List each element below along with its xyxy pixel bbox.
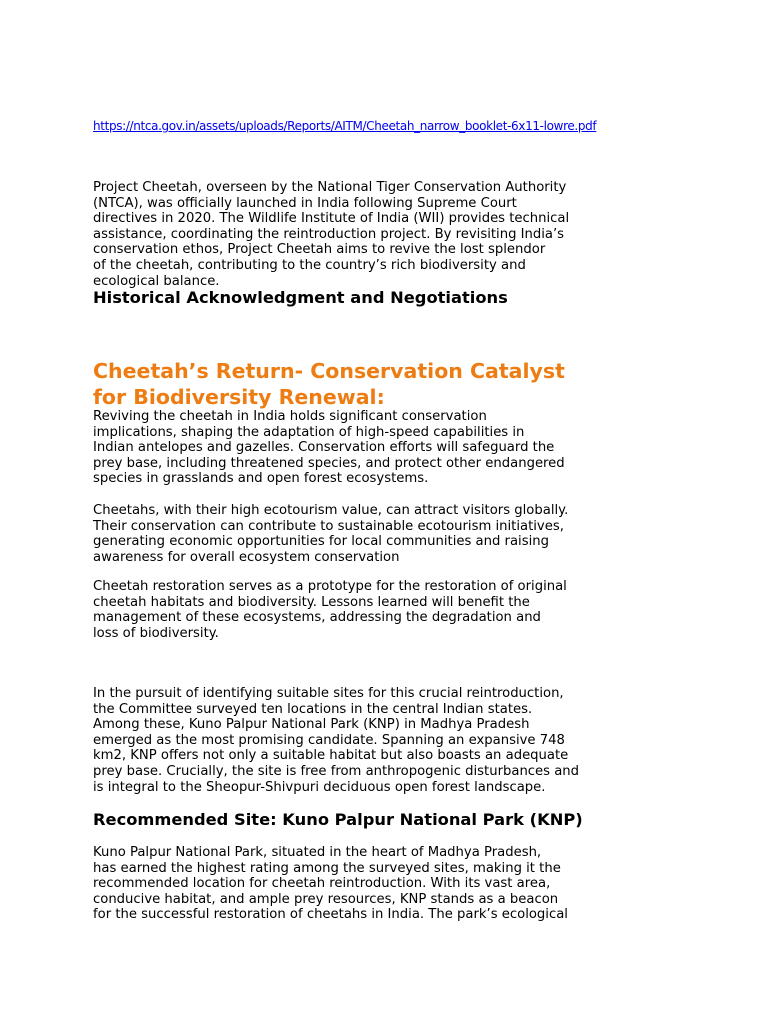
text-line: of the cheetah, contributing to the country’s rich biodiversity and: [93, 257, 526, 273]
text-line: conducive habitat, and ample prey resources, KNP stands as a beacon: [93, 891, 559, 907]
text-line: conservation ethos, Project Cheetah aims to revive the lost splendor: [93, 242, 546, 258]
text-line: for the successful restoration of cheetahs in India. The park’s ecological: [93, 907, 568, 923]
text-line: generating economic opportunities for local communities and raising: [93, 534, 549, 550]
text-line: implications, shaping the adaptation of high-speed capabilities in: [93, 424, 525, 440]
text-line: is integral to the Sheopur-Shivpuri deciduous open forest landscape.: [93, 779, 546, 795]
restoration-paragraph: [93, 579, 653, 641]
text-line: Kuno Palpur National Park, situated in the heart of Madhya Pradesh,: [93, 845, 542, 860]
heading-historical: Historical Acknowledgment and Negotiations: [93, 288, 508, 307]
text-line: Reviving the cheetah in India holds significant conservation: [93, 409, 487, 424]
heading-line: for Biodiversity Renewal:: [93, 385, 385, 409]
text-line: the Committee surveyed ten locations in the central Indian states.: [93, 701, 533, 717]
text-line: prey base. Crucially, the site is free from anthropogenic disturbances and: [93, 763, 580, 779]
text-line: cheetah habitats and biodiversity. Lessons learned will benefit the: [93, 594, 530, 610]
text-line: In the pursuit of identifying suitable sites for this crucial reintroduction,: [93, 686, 564, 701]
ecotourism-paragraph: [93, 503, 653, 565]
intro-paragraph: [93, 180, 653, 289]
text-line: awareness for overall ecosystem conservation: [93, 549, 400, 565]
text-line: prey base, including threatened species, and protect other endangered: [93, 455, 565, 471]
reviving-paragraph: [93, 409, 653, 487]
text-line: emerged as the most promising candidate. Spanning an expansive 748: [93, 732, 565, 748]
text-line: management of these ecosystems, addressing the degradation and: [93, 610, 541, 626]
heading-line: Cheetah’s Return- Conservation Catalyst: [93, 359, 565, 383]
text-line: Indian antelopes and gazelles. Conservation efforts will safeguard the: [93, 440, 555, 456]
text-line: Among these, Kuno Palpur National Park (KNP) in Madhya Pradesh: [93, 717, 530, 733]
text-line: Their conservation can contribute to sustainable ecotourism initiatives,: [93, 518, 564, 534]
text-line: (NTCA), was officially launched in India following Supreme Court: [93, 195, 517, 211]
text-line: loss of biodiversity.: [93, 625, 219, 641]
heading-recommended-site: Recommended Site: Kuno Palpur National Park (KNP): [93, 810, 583, 829]
text-line: Cheetah restoration serves as a prototype for the restoration of original: [93, 579, 567, 594]
text-line: has earned the highest rating among the surveyed sites, making it the: [93, 860, 561, 876]
text-line: km2, KNP offers not only a suitable habitat but also boasts an adequate: [93, 748, 569, 764]
heading-cheetah-return: [93, 358, 565, 410]
text-line: directives in 2020. The Wildlife Institute of India (WII) provides technical: [93, 211, 570, 227]
kuno-paragraph: [93, 845, 653, 923]
text-line: assistance, coordinating the reintroduction project. By revisiting India’s: [93, 226, 565, 242]
sites-paragraph: [93, 686, 653, 795]
text-line: recommended location for cheetah reintroduction. With its vast area,: [93, 876, 551, 892]
text-line: species in grasslands and open forest ecosystems.: [93, 471, 429, 487]
text-line: Cheetahs, with their high ecotourism value, can attract visitors globally.: [93, 503, 569, 518]
text-line: ecological balance.: [93, 273, 220, 289]
text-line: Project Cheetah, overseen by the National Tiger Conservation Authority: [93, 180, 567, 195]
source-link[interactable]: https://ntca.gov.in/assets/uploads/Reports/AITM/Cheetah_narrow_booklet-6x11-lowre.pdf: [93, 119, 597, 133]
